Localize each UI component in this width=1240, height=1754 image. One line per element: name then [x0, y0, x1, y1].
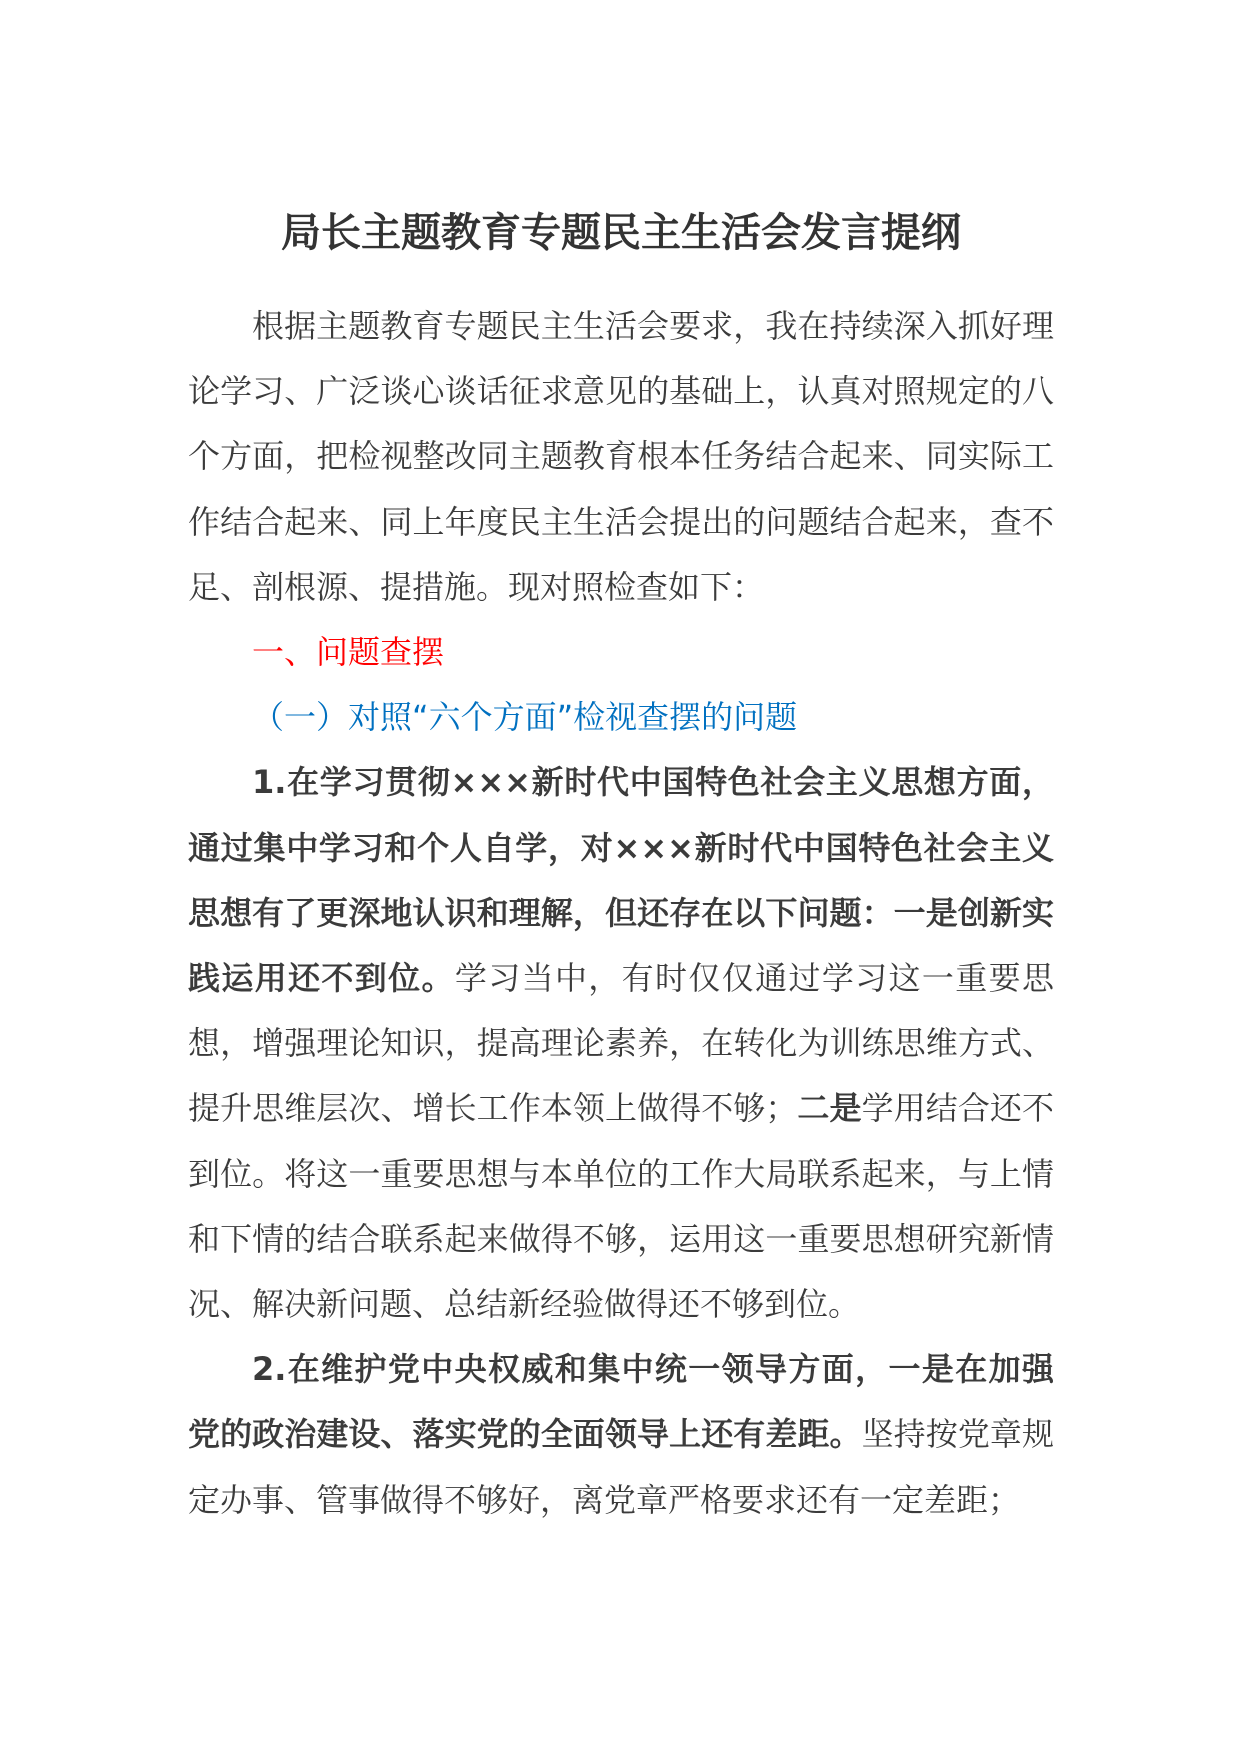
item-1-bold-b: 二是	[797, 1089, 862, 1128]
item-1-text-a: 学习当中，有时仅仅通过学习这一重要思想，增强理论知识，提高理论素养，在转化为训练思维方式、提升思维层次、增长工作本领上做得不够；	[188, 959, 1054, 1128]
subsection-heading-six-aspects: （一）对照“六个方面”检视查摆的问题	[252, 698, 798, 737]
item-2-paragraph	[188, 1337, 1054, 1533]
item-1-text-b: 学用结合还不到位。将这一重要思想与本单位的工作大局联系起来，与上情和下情的结合联系起来做得不够，运用这一重要思想研究新情况、解决新问题、总结新经验做得还不够到位。	[188, 1089, 1054, 1324]
item-1-bold-lead: 1.在学习贯彻×××新时代中国特色社会主义思想方面，通过集中学习和个人自学，对×××新时代中国特色社会主义思想有了更深地认识和理解，但还存在以下问题：一是创新实践运用还不到位。	[188, 763, 1054, 998]
section-heading-problems: 一、问题查摆	[252, 633, 445, 672]
intro-paragraph: 根据主题教育专题民主生活会要求，我在持续深入抓好理论学习、广泛谈心谈话征求意见的基础上，认真对照规定的八个方面，把检视整改同主题教育根本任务结合起来、同实际工作结合起来、同上年度民主生活会提出的问题结合起来，查不足、剖根源、提措施。现对照检查如下：	[188, 307, 1054, 606]
item-2-text-a: 坚持按党章规定办事、管事做得不够好，离党章严格要求还有一定差距；	[188, 1415, 1054, 1519]
item-2-bold-lead: 2.在维护党中央权威和集中统一领导方面，一是在加强党的政治建设、落实党的全面领导上还有差距。	[188, 1350, 1054, 1454]
item-1-paragraph	[188, 750, 1054, 1337]
document-content	[188, 294, 1054, 1533]
document-title: 局长主题教育专题民主生活会发言提纲	[281, 210, 961, 256]
